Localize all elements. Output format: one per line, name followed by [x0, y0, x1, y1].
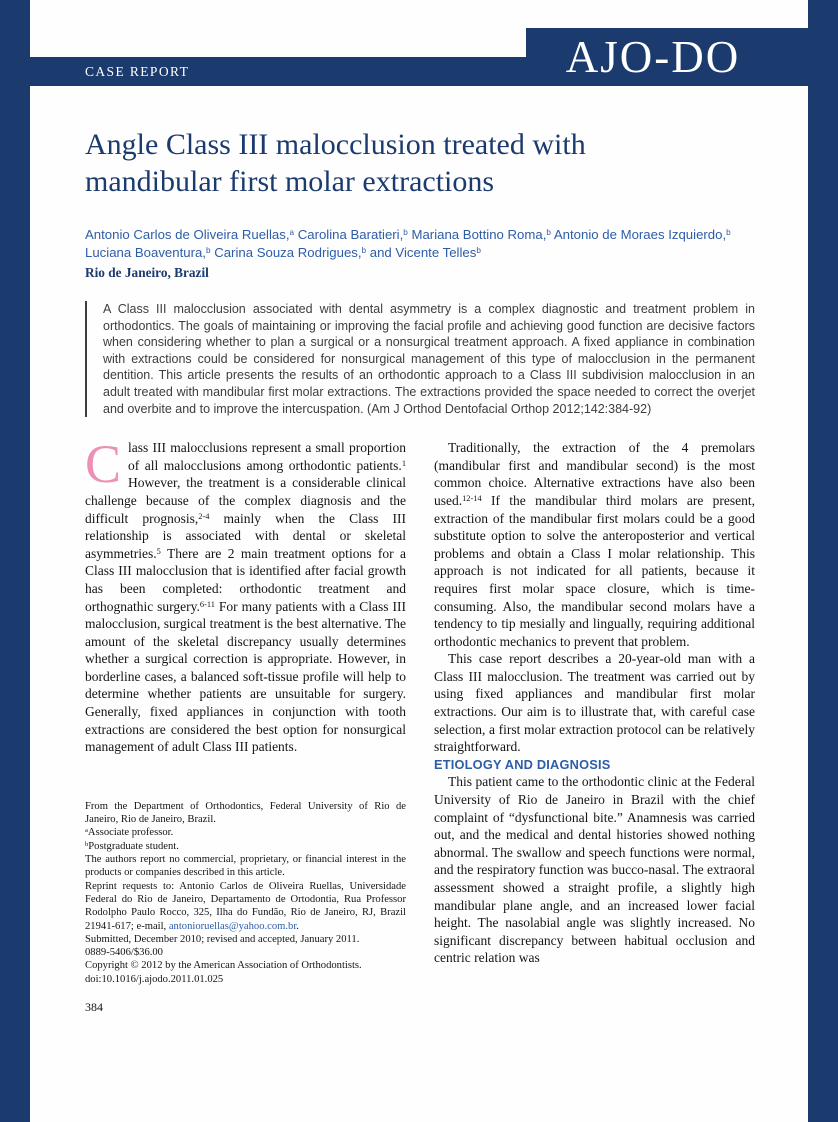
author-list-line2: Luciana Boaventura,$^b$ Carina Souza Rodrigues,$^b$ and Vicente Telles$^b$: [85, 244, 481, 260]
page-number: 384: [85, 1000, 103, 1014]
author-list: [85, 226, 755, 261]
column-left: [85, 434, 406, 1016]
journal-logo-block: [526, 28, 808, 86]
article-title-line2: mandibular first molar extractions: [85, 165, 495, 198]
drop-cap: C: [85, 434, 122, 495]
footnote-a: $^a$Associate professor.: [85, 827, 174, 839]
footnote-copyright: Copyright © 2012 by the American Association of Orthodontists.: [85, 960, 362, 972]
footnote-disclosure: The authors report no commercial, proprietary, or financial interest in the products or companies described in this article.: [85, 854, 406, 879]
journal-logo: AJO-DO: [565, 32, 741, 82]
body-paragraph: Traditionally, the extraction of the 4 premolars (mandibular first and mandibular second) is the most common choice. Alternative extractions have also been used.$^{12-14}$ If the mandibular third molars are present, extraction of the mandibular first molars could be a good substitute option to solve the anteroposterior and vertical problems and obtain a Class I molar relationship. This approach is not indicated for all patients, because it requires first molar space closure, which is time-consuming. Also, the mandibular second molars have a tendency to tip mesially and lingually, requiring additional orthodontic mechanics to prevent that problem.: [434, 440, 755, 649]
masthead-band: [30, 32, 808, 86]
article-title: [85, 126, 748, 200]
body-paragraph-text: lass III malocclusions represent a small proportion of all malocclusions among orthodontic patients.$^1$ However, the treatment is a considerable clinical challenge because of the complex diagnosis and the difficult prognosis,$^{2-4}$ mainly when the Class III relationship is associated with dental or skeletal asymmetries.$^5$ There are 2 main treatment options for a Class III malocclusion that is identified after facial growth has been completed: orthodontic treatment and orthognathic surgery.$^{6-11}$ For many patients with a Class III malocclusion, surgical treatment is the best alternative. The amount of the skeletal discrepancy usually determines whether a surgical correction is appropriate. However, in borderline cases, a balanced soft-tissue profile will help to determine whether patients are unsuitable for surgery. Generally, fixed appliances in conjunction with tooth extractions are considered the best option for nonsurgical management of adult Class III patients.: [85, 440, 406, 755]
abstract: A Class III malocclusion associated with dental asymmetry is a complex diagnostic and treatment problem in orthodontics. The goals of maintaining or improving the facial profile and achieving good function are decisive factors when considering whether to plan a surgical or a nonsurgical treatment approach. A fixed appliance in combination with extractions could be considered for nonsurgical management of this type of malocclusion in the permanent dentition. This article presents the results of an orthodontic approach to a Class III subdivision malocclusion in an adult treated with mandibular first molar extractions. The extractions provided the space needed to correct the overjet and overbite and to improve the intercuspation. (Am J Orthod Dentofacial Orthop 2012;142:384-92): [85, 301, 755, 417]
section-label: CASE REPORT: [85, 63, 190, 79]
section-heading: ETIOLOGY AND DIAGNOSIS: [434, 756, 611, 772]
page-content: [30, 0, 808, 1122]
column-right: [434, 439, 755, 1016]
article-title-line1: Angle Class III malocclusion treated with: [85, 128, 586, 161]
page-border-right: [808, 0, 838, 1122]
footnote-affiliation: From the Department of Orthodontics, Federal University of Rio de Janeiro, Rio de Janeiro, Brazil.: [85, 800, 406, 826]
body-paragraph: [85, 434, 406, 756]
footnote-reprint: [85, 880, 406, 933]
body-paragraph: This case report describes a 20-year-old man with a Class III malocclusion. The treatment was carried out by using fixed appliances and mandibular first molar extractions. Our aim is to illustrate that, with careful case selection, a first molar extraction protocol can be relatively straightforward.: [434, 651, 755, 755]
author-list-line1: Antonio Carlos de Oliveira Ruellas,$^a$ Carolina Baratieri,$^b$ Mariana Bottino Roma,$^b$ Antonio de Moraes Izquierdo,$^b$: [85, 227, 731, 242]
email-link[interactable]: antonioruellas@yahoo.com.br: [168, 920, 297, 932]
footnote-issn: 0889-5406/$36.00: [85, 947, 163, 959]
page-border-left: [0, 0, 30, 1122]
footnote-reprint-period: .: [296, 920, 299, 932]
footnote-b: $^b$Postgraduate student.: [85, 840, 179, 852]
body-paragraph: This patient came to the orthodontic clinic at the Federal University of Rio de Janeiro in Brazil with the chief complaint of “dysfunctional bite.” Anamnesis was carried out, and the medical and dental histories showed nothing abnormal. The swallow and speech functions were normal, and the respiratory function was bucco-nasal. The extraoral assessment showed a straight profile, a slightly high mandibular plane angle, and an increased lower facial height. The nasolabial angle was slightly increased. No significant discrepancy between habitual occlusion and centric relation was: [434, 774, 755, 966]
body-columns: [85, 434, 755, 1016]
footnote-doi: doi:10.1016/j.ajodo.2011.01.025: [85, 973, 224, 985]
affiliation: Rio de Janeiro, Brazil: [85, 265, 209, 280]
footnotes: [85, 800, 406, 986]
footnote-submitted: Submitted, December 2010; revised and accepted, January 2011.: [85, 933, 360, 945]
footnote-reprint-text: Reprint requests to: Antonio Carlos de Oliveira Ruellas, Universidade Federal do Rio de Janeiro, Departamento de Ortodontia, Rua Professor Rodolpho Paulo Rocco, 325, Ilha do Fundão, Rio de Janeiro, RJ, Brazil 21941-617; e-mail,: [85, 880, 406, 932]
